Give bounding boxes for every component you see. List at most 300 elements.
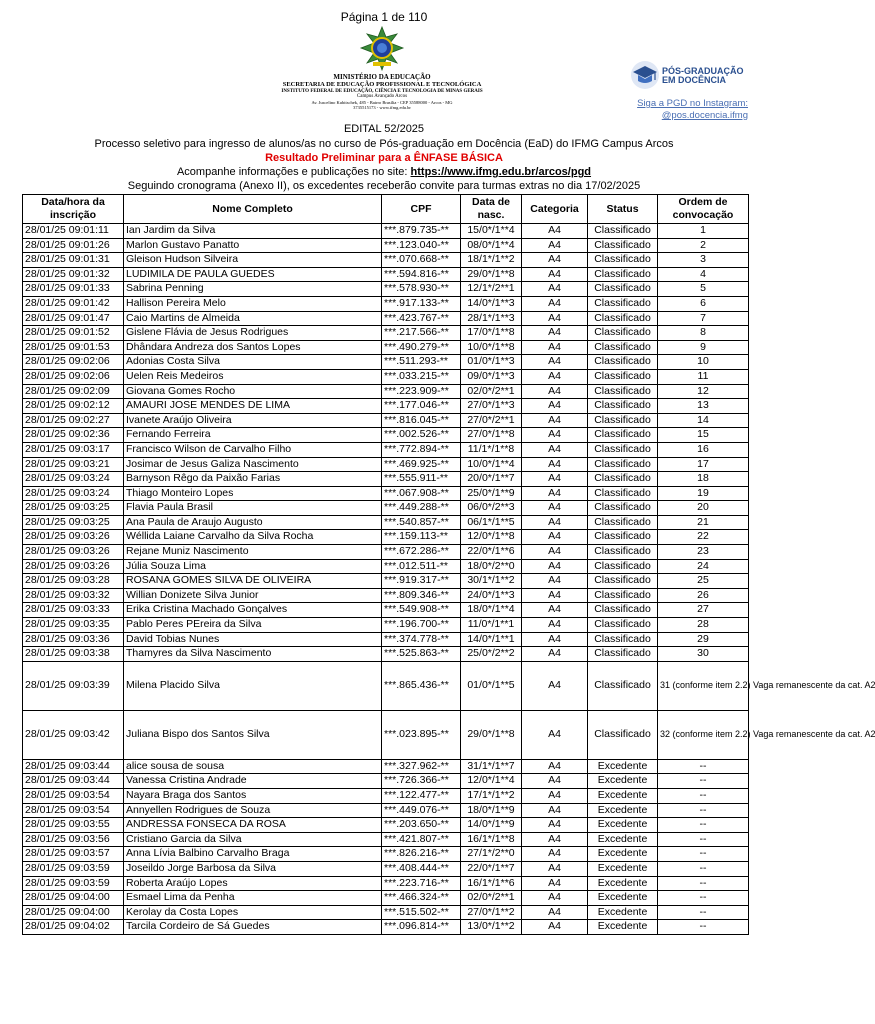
cell-status: Classificado	[588, 326, 658, 341]
ministry-line-2: SECRETARIA DE EDUCAÇÃO PROFISSIONAL E TECNOLÓGICA	[282, 81, 482, 89]
cell-cpf: ***.408.444-**	[382, 861, 461, 876]
table-row	[23, 340, 749, 355]
cell-datetime: 28/01/25 09:02:09	[23, 384, 124, 399]
cell-category: A4	[522, 399, 588, 414]
cell-category: A4	[522, 384, 588, 399]
cell-cpf: ***.917.133-**	[382, 296, 461, 311]
cell-category: A4	[522, 545, 588, 560]
table-row	[23, 326, 749, 341]
instagram-handle: @pos.docencia.ifmg	[661, 109, 748, 121]
cell-order: 20	[658, 501, 749, 516]
cell-cpf: ***.578.930-**	[382, 282, 461, 297]
cell-order: 26	[658, 588, 749, 603]
table-row	[23, 603, 749, 618]
cell-name: Uelen Reis Medeiros	[124, 369, 382, 384]
cell-birthdate: 14/0*/1**3	[461, 296, 522, 311]
cell-status: Classificado	[588, 486, 658, 501]
cell-birthdate: 27/0*/1**2	[461, 905, 522, 920]
cell-name: Joseildo Jorge Barbosa da Silva	[124, 861, 382, 876]
cell-order: 7	[658, 311, 749, 326]
cell-cpf: ***.555.911-**	[382, 472, 461, 487]
cell-name: ROSANA GOMES SILVA DE OLIVEIRA	[124, 574, 382, 589]
cell-name: Roberta Araújo Lopes	[124, 876, 382, 891]
cell-status: Classificado	[588, 710, 658, 759]
cell-name: Erika Cristina Machado Gonçalves	[124, 603, 382, 618]
cell-status: Excedente	[588, 920, 658, 935]
cell-status: Excedente	[588, 861, 658, 876]
cell-birthdate: 24/0*/1**3	[461, 588, 522, 603]
cell-birthdate: 27/0*/1**3	[461, 399, 522, 414]
cell-order: --	[658, 759, 749, 774]
pgd-logo-line-1: PÓS-GRADUAÇÃO	[662, 66, 744, 76]
cell-cpf: ***.122.477-**	[382, 789, 461, 804]
cell-cpf: ***.549.908-**	[382, 603, 461, 618]
pgd-logo-text	[662, 67, 744, 86]
table-row	[23, 472, 749, 487]
cell-name: ANDRESSA FONSECA DA ROSA	[124, 818, 382, 833]
cell-datetime: 28/01/25 09:01:26	[23, 238, 124, 253]
cell-datetime: 28/01/25 09:03:33	[23, 603, 124, 618]
cell-status: Classificado	[588, 253, 658, 268]
table-row	[23, 588, 749, 603]
cell-category: A4	[522, 267, 588, 282]
cell-cpf: ***.594.816-**	[382, 267, 461, 282]
cell-name: Rejane Muniz Nascimento	[124, 545, 382, 560]
table-row	[23, 920, 749, 935]
cell-cpf: ***.540.857-**	[382, 515, 461, 530]
cell-category: A4	[522, 311, 588, 326]
cell-status: Classificado	[588, 545, 658, 560]
cell-category: A4	[522, 710, 588, 759]
cell-datetime: 28/01/25 09:03:36	[23, 632, 124, 647]
cell-name: Wéllida Laiane Carvalho da Silva Rocha	[124, 530, 382, 545]
cell-status: Excedente	[588, 774, 658, 789]
cell-order: --	[658, 789, 749, 804]
cell-name: Adonias Costa Silva	[124, 355, 382, 370]
instagram-link[interactable]	[612, 98, 748, 122]
cell-order: 6	[658, 296, 749, 311]
cell-category: A4	[522, 774, 588, 789]
cell-category: A4	[522, 224, 588, 239]
cell-datetime: 28/01/25 09:03:28	[23, 574, 124, 589]
table-row	[23, 238, 749, 253]
edital-title: EDITAL 52/2025	[343, 123, 425, 135]
table-row	[23, 789, 749, 804]
cell-order: 19	[658, 486, 749, 501]
header-order: Ordem de convocação	[658, 195, 749, 224]
cell-name: Flavia Paula Brasil	[124, 501, 382, 516]
cell-datetime: 28/01/25 09:01:31	[23, 253, 124, 268]
cell-birthdate: 27/1*/2**0	[461, 847, 522, 862]
ministry-line-1: MINISTÉRIO DA EDUCAÇÃO	[333, 73, 431, 81]
cell-birthdate: 20/0*/1**7	[461, 472, 522, 487]
cell-order: 31 (conforme item 2.2) Vaga remanescente da cat. A2	[658, 661, 749, 710]
cell-status: Classificado	[588, 618, 658, 633]
cell-datetime: 28/01/25 09:03:59	[23, 876, 124, 891]
cell-status: Classificado	[588, 661, 658, 710]
cell-birthdate: 17/1*/1**2	[461, 789, 522, 804]
cell-cpf: ***.515.502-**	[382, 905, 461, 920]
cell-order: --	[658, 876, 749, 891]
cell-name: Kerolay da Costa Lopes	[124, 905, 382, 920]
cell-name: alice sousa de sousa	[124, 759, 382, 774]
cell-status: Excedente	[588, 803, 658, 818]
cell-birthdate: 27/0*/2**1	[461, 413, 522, 428]
cell-status: Excedente	[588, 876, 658, 891]
cell-birthdate: 22/0*/1**7	[461, 861, 522, 876]
cell-status: Classificado	[588, 413, 658, 428]
table-row	[23, 559, 749, 574]
cell-birthdate: 10/0*/1**4	[461, 457, 522, 472]
cell-cpf: ***.374.778-**	[382, 632, 461, 647]
cell-name: Juliana Bispo dos Santos Silva	[124, 710, 382, 759]
cell-birthdate: 25/0*/1**9	[461, 486, 522, 501]
cell-cpf: ***.421.807-**	[382, 832, 461, 847]
cell-datetime: 28/01/25 09:02:06	[23, 355, 124, 370]
cell-birthdate: 14/0*/1**1	[461, 632, 522, 647]
cell-category: A4	[522, 530, 588, 545]
cell-status: Classificado	[588, 632, 658, 647]
cell-cpf: ***.023.895-**	[382, 710, 461, 759]
cell-cpf: ***.919.317-**	[382, 574, 461, 589]
ministry-line-4: Campus Avançado Arcos	[356, 94, 408, 100]
cell-cpf: ***.865.436-**	[382, 661, 461, 710]
cell-cpf: ***.177.046-**	[382, 399, 461, 414]
page-number: Página 1 de 110	[340, 10, 428, 24]
table-row	[23, 224, 749, 239]
header-name: Nome Completo	[124, 195, 382, 224]
cell-status: Classificado	[588, 267, 658, 282]
cell-order: --	[658, 818, 749, 833]
cell-name: AMAURI JOSE MENDES DE LIMA	[124, 399, 382, 414]
cell-category: A4	[522, 515, 588, 530]
cell-cpf: ***.726.366-**	[382, 774, 461, 789]
cell-name: LUDIMILA DE PAULA GUEDES	[124, 267, 382, 282]
table-row	[23, 803, 749, 818]
ministry-line-3: INSTITUTO FEDERAL DE EDUCAÇÃO, CIÊNCIA E TECNOLOGIA DE MINAS GERAIS	[281, 88, 483, 94]
cell-birthdate: 12/0*/1**4	[461, 774, 522, 789]
table-row	[23, 574, 749, 589]
cell-status: Excedente	[588, 759, 658, 774]
cell-category: A4	[522, 603, 588, 618]
cell-cpf: ***.469.925-**	[382, 457, 461, 472]
cell-birthdate: 11/1*/1**8	[461, 442, 522, 457]
cell-name: Marlon Gustavo Panatto	[124, 238, 382, 253]
cell-datetime: 28/01/25 09:01:11	[23, 224, 124, 239]
process-description: Processo seletivo para ingresso de alunos/as no curso de Pós-graduação em Docência (EaD) do IFMG Campus Arcos	[94, 138, 674, 150]
cell-order: --	[658, 920, 749, 935]
table-row	[23, 847, 749, 862]
cell-category: A4	[522, 891, 588, 906]
cell-status: Classificado	[588, 515, 658, 530]
table-row	[23, 369, 749, 384]
cell-order: 24	[658, 559, 749, 574]
table-row	[23, 399, 749, 414]
cell-cpf: ***.012.511-**	[382, 559, 461, 574]
cell-name: Gleison Hudson Silveira	[124, 253, 382, 268]
cell-cpf: ***.525.863-**	[382, 647, 461, 662]
cell-status: Excedente	[588, 818, 658, 833]
table-row	[23, 413, 749, 428]
cell-birthdate: 08/0*/1**4	[461, 238, 522, 253]
cell-order: 17	[658, 457, 749, 472]
cell-name: Ana Paula de Araujo Augusto	[124, 515, 382, 530]
cell-datetime: 28/01/25 09:03:56	[23, 832, 124, 847]
cell-category: A4	[522, 296, 588, 311]
cell-order: --	[658, 905, 749, 920]
cell-order: 25	[658, 574, 749, 589]
cell-birthdate: 18/0*/1**4	[461, 603, 522, 618]
cell-birthdate: 06/1*/1**5	[461, 515, 522, 530]
cell-datetime: 28/01/25 09:01:47	[23, 311, 124, 326]
cell-category: A4	[522, 326, 588, 341]
cell-status: Classificado	[588, 399, 658, 414]
cell-category: A4	[522, 413, 588, 428]
site-link[interactable]: https://www.ifmg.edu.br/arcos/pgd	[410, 166, 592, 178]
cell-datetime: 28/01/25 09:03:21	[23, 457, 124, 472]
cell-status: Classificado	[588, 296, 658, 311]
cell-category: A4	[522, 501, 588, 516]
cell-category: A4	[522, 647, 588, 662]
cell-datetime: 28/01/25 09:03:35	[23, 618, 124, 633]
cell-category: A4	[522, 759, 588, 774]
cell-name: Gislene Flávia de Jesus Rodrigues	[124, 326, 382, 341]
cell-status: Classificado	[588, 647, 658, 662]
cell-category: A4	[522, 428, 588, 443]
cell-category: A4	[522, 861, 588, 876]
cell-cpf: ***.196.700-**	[382, 618, 461, 633]
table-row	[23, 457, 749, 472]
cell-status: Classificado	[588, 472, 658, 487]
cell-birthdate: 09/0*/1**3	[461, 369, 522, 384]
cell-birthdate: 10/0*/1**8	[461, 340, 522, 355]
cell-category: A4	[522, 442, 588, 457]
cell-status: Classificado	[588, 603, 658, 618]
cell-birthdate: 28/1*/1**3	[461, 311, 522, 326]
cell-name: Willian Donizete Silva Junior	[124, 588, 382, 603]
cell-order: 10	[658, 355, 749, 370]
cell-birthdate: 14/0*/1**9	[461, 818, 522, 833]
cell-order: 4	[658, 267, 749, 282]
cell-birthdate: 27/0*/1**8	[461, 428, 522, 443]
pgd-logo-line-2: EM DOCÊNCIA	[662, 75, 727, 86]
cell-order: 1	[658, 224, 749, 239]
cell-birthdate: 22/0*/1**6	[461, 545, 522, 560]
cell-category: A4	[522, 818, 588, 833]
cell-order: 3	[658, 253, 749, 268]
cell-datetime: 28/01/25 09:03:26	[23, 530, 124, 545]
cell-cpf: ***.449.076-**	[382, 803, 461, 818]
cell-cpf: ***.070.668-**	[382, 253, 461, 268]
table-row	[23, 876, 749, 891]
cell-category: A4	[522, 905, 588, 920]
cell-birthdate: 01/0*/1**5	[461, 661, 522, 710]
cell-birthdate: 17/0*/1**8	[461, 326, 522, 341]
follow-prefix: Acompanhe informações e publicações no site:	[176, 166, 411, 178]
cell-status: Classificado	[588, 530, 658, 545]
cell-category: A4	[522, 876, 588, 891]
cell-category: A4	[522, 253, 588, 268]
cell-status: Excedente	[588, 832, 658, 847]
header-birthdate: Data de nasc.	[461, 195, 522, 224]
cell-category: A4	[522, 355, 588, 370]
cell-cpf: ***.123.040-**	[382, 238, 461, 253]
cell-datetime: 28/01/25 09:03:24	[23, 472, 124, 487]
cell-name: Pablo Peres PEreira da Silva	[124, 618, 382, 633]
cell-name: Caio Martins de Almeida	[124, 311, 382, 326]
cell-datetime: 28/01/25 09:02:27	[23, 413, 124, 428]
cell-category: A4	[522, 661, 588, 710]
cell-birthdate: 31/1*/1**7	[461, 759, 522, 774]
cell-birthdate: 15/0*/1**4	[461, 224, 522, 239]
graduation-cap-icon	[630, 60, 660, 90]
cell-datetime: 28/01/25 09:03:24	[23, 486, 124, 501]
cell-cpf: ***.223.716-**	[382, 876, 461, 891]
table-row	[23, 774, 749, 789]
cell-status: Classificado	[588, 355, 658, 370]
cell-category: A4	[522, 457, 588, 472]
cell-category: A4	[522, 588, 588, 603]
cell-cpf: ***.423.767-**	[382, 311, 461, 326]
cell-name: Ian Jardim da Silva	[124, 224, 382, 239]
cell-status: Classificado	[588, 369, 658, 384]
cell-status: Excedente	[588, 891, 658, 906]
cell-datetime: 28/01/25 09:03:54	[23, 803, 124, 818]
cell-name: Tarcila Cordeiro de Sá Guedes	[124, 920, 382, 935]
table-row	[23, 647, 749, 662]
cell-status: Classificado	[588, 282, 658, 297]
cell-order: --	[658, 774, 749, 789]
header-category: Categoria	[522, 195, 588, 224]
table-row	[23, 545, 749, 560]
cell-order: 5	[658, 282, 749, 297]
cell-status: Classificado	[588, 311, 658, 326]
cell-datetime: 28/01/25 09:03:17	[23, 442, 124, 457]
brasao-coat-of-arms-icon	[359, 26, 405, 72]
cell-name: Esmael Lima da Penha	[124, 891, 382, 906]
cell-category: A4	[522, 369, 588, 384]
cell-cpf: ***.203.650-**	[382, 818, 461, 833]
cell-category: A4	[522, 340, 588, 355]
cell-cpf: ***.096.814-**	[382, 920, 461, 935]
cell-datetime: 28/01/25 09:03:44	[23, 759, 124, 774]
cell-birthdate: 11/0*/1**1	[461, 618, 522, 633]
cell-birthdate: 29/0*/1**8	[461, 710, 522, 759]
table-row	[23, 296, 749, 311]
cell-birthdate: 12/0*/1**8	[461, 530, 522, 545]
cell-birthdate: 13/0*/1**2	[461, 920, 522, 935]
table-row	[23, 428, 749, 443]
cell-cpf: ***.327.962-**	[382, 759, 461, 774]
cell-order: 12	[658, 384, 749, 399]
cell-cpf: ***.067.908-**	[382, 486, 461, 501]
cell-name: Nayara Braga dos Santos	[124, 789, 382, 804]
cell-category: A4	[522, 618, 588, 633]
cell-order: 18	[658, 472, 749, 487]
ministry-line-6: 3735515173 - www.ifmg.edu.br	[353, 105, 411, 111]
cell-datetime: 28/01/25 09:03:25	[23, 515, 124, 530]
cell-datetime: 28/01/25 09:01:32	[23, 267, 124, 282]
cell-order: 29	[658, 632, 749, 647]
table-row	[23, 891, 749, 906]
cell-datetime: 28/01/25 09:03:32	[23, 588, 124, 603]
table-row	[23, 759, 749, 774]
header-datetime: Data/hora da inscrição	[23, 195, 124, 224]
cell-status: Excedente	[588, 789, 658, 804]
cell-datetime: 28/01/25 09:02:06	[23, 369, 124, 384]
cell-birthdate: 29/0*/1**8	[461, 267, 522, 282]
cell-datetime: 28/01/25 09:03:55	[23, 818, 124, 833]
cell-datetime: 28/01/25 09:04:00	[23, 905, 124, 920]
cell-order: 9	[658, 340, 749, 355]
cell-name: Thamyres da Silva Nascimento	[124, 647, 382, 662]
cell-datetime: 28/01/25 09:03:42	[23, 710, 124, 759]
cell-status: Classificado	[588, 588, 658, 603]
cell-name: Júlia Souza Lima	[124, 559, 382, 574]
cell-name: Vanessa Cristina Andrade	[124, 774, 382, 789]
table-row	[23, 442, 749, 457]
cell-datetime: 28/01/25 09:03:39	[23, 661, 124, 710]
cell-datetime: 28/01/25 09:01:42	[23, 296, 124, 311]
cell-order: 32 (conforme item 2.2) Vaga remanescente da cat. A2	[658, 710, 749, 759]
cell-status: Classificado	[588, 559, 658, 574]
cell-cpf: ***.159.113-**	[382, 530, 461, 545]
cell-cpf: ***.033.215-**	[382, 369, 461, 384]
table-row	[23, 355, 749, 370]
cell-order: 13	[658, 399, 749, 414]
cell-cpf: ***.511.293-**	[382, 355, 461, 370]
cell-order: 28	[658, 618, 749, 633]
cell-status: Classificado	[588, 574, 658, 589]
cell-name: Hallison Pereira Melo	[124, 296, 382, 311]
cell-name: Dhândara Andreza dos Santos Lopes	[124, 340, 382, 355]
cell-cpf: ***.223.909-**	[382, 384, 461, 399]
cell-birthdate: 12/1*/2**1	[461, 282, 522, 297]
cell-birthdate: 18/1*/1**2	[461, 253, 522, 268]
cell-cpf: ***.449.288-**	[382, 501, 461, 516]
cell-datetime: 28/01/25 09:04:02	[23, 920, 124, 935]
cell-category: A4	[522, 574, 588, 589]
cell-status: Classificado	[588, 340, 658, 355]
cell-datetime: 28/01/25 09:02:36	[23, 428, 124, 443]
table-row	[23, 861, 749, 876]
cell-name: Ivanete Araújo Oliveira	[124, 413, 382, 428]
cell-order: --	[658, 861, 749, 876]
cell-status: Excedente	[588, 905, 658, 920]
schedule-note: Seguindo cronograma (Anexo II), os excedentes receberão convite para turmas extras no dia 17/02/2025	[127, 180, 641, 192]
cell-category: A4	[522, 559, 588, 574]
cell-status: Classificado	[588, 457, 658, 472]
cell-name: Milena Placido Silva	[124, 661, 382, 710]
cell-datetime: 28/01/25 09:03:25	[23, 501, 124, 516]
ministry-letterhead	[230, 73, 534, 110]
table-row	[23, 632, 749, 647]
cell-datetime: 28/01/25 09:03:59	[23, 861, 124, 876]
table-row	[23, 661, 749, 710]
cell-name: Barnyson Rêgo da Paixão Farias	[124, 472, 382, 487]
cell-category: A4	[522, 832, 588, 847]
cell-category: A4	[522, 789, 588, 804]
table-row	[23, 253, 749, 268]
cell-category: A4	[522, 920, 588, 935]
cell-datetime: 28/01/25 09:01:52	[23, 326, 124, 341]
cell-order: --	[658, 832, 749, 847]
cell-order: 8	[658, 326, 749, 341]
cell-status: Classificado	[588, 238, 658, 253]
table-row	[23, 618, 749, 633]
cell-datetime: 28/01/25 09:01:53	[23, 340, 124, 355]
cell-birthdate: 18/0*/2**0	[461, 559, 522, 574]
